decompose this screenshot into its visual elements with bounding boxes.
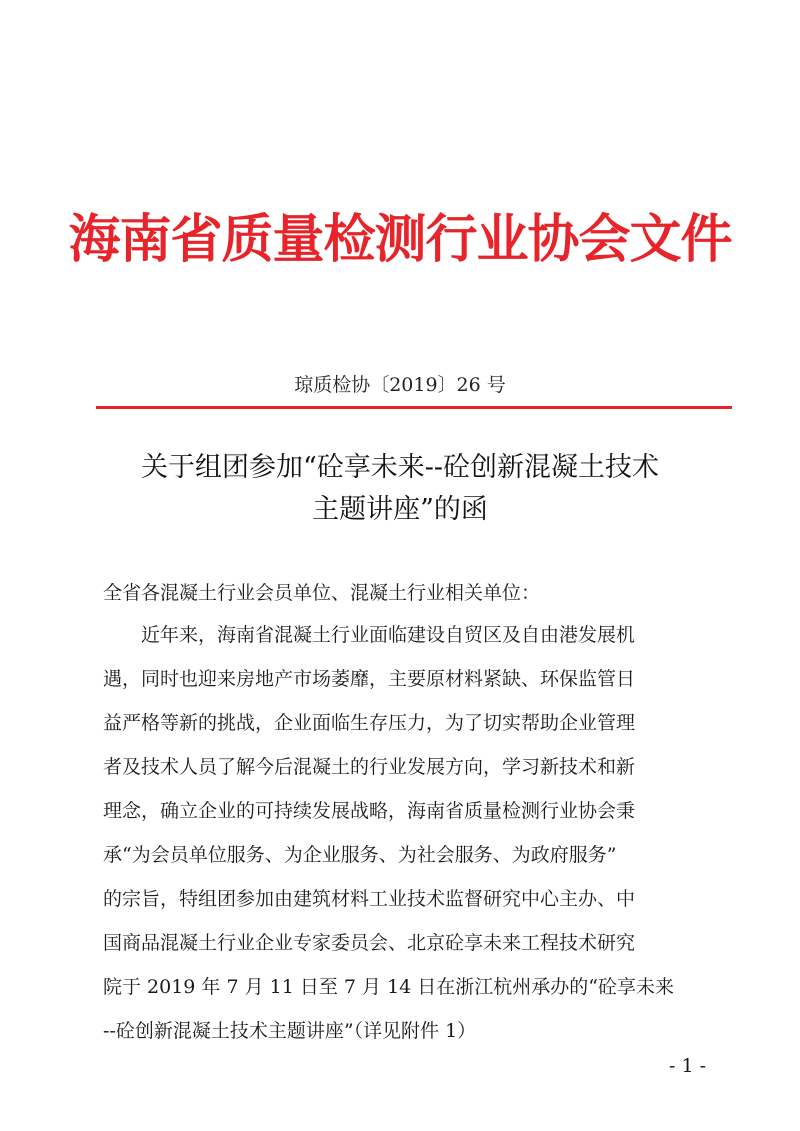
document-title [60,447,740,531]
document-title-line-2: 主题讲座”的函 [312,494,488,525]
body-line: 的宗旨，特组团参加由建筑材料工业技术监督研究中心主办、中 [103,888,636,910]
document-number: 琼质检协〔2019〕26 号 [294,374,506,396]
body-line: 益严格等新的挑战，企业面临生存压力，为了切实帮助企业管理 [103,712,636,734]
document-title-line-1: 关于组团参加“砼享未来--砼创新混凝土技术 [140,452,660,483]
salutation: 全省各混凝土行业会员单位、混凝土行业相关单位： [103,582,541,604]
body-line: 承“为会员单位服务、为企业服务、为社会服务、为政府服务” [103,844,617,866]
document-header-title: 海南省质量检测行业协会文件 [68,210,732,270]
body-line: 者及技术人员了解今后混凝土的行业发展方向，学习新技术和新 [103,756,636,778]
body-line: 近年来，海南省混凝土行业面临建设自贸区及自由港发展机 [103,624,636,646]
body-line: 院于 2019 年 7 月 11 日至 7 月 14 日在浙江杭州承办的“砼享未来 [103,976,674,998]
body-line: 理念，确立企业的可持续发展战略，海南省质量检测行业协会秉 [103,800,636,822]
body-line: 遇，同时也迎来房地产市场萎靡，主要原材料紧缺、环保监管日 [103,668,636,690]
header-divider-rule [96,406,732,409]
page-number: - 1 - [668,1055,706,1077]
body-line: 国商品混凝土行业企业专家委员会、北京砼享未来工程技术研究 [103,932,636,954]
body-line: --砼创新混凝土技术主题讲座”（详见附件 1） [103,1020,477,1042]
